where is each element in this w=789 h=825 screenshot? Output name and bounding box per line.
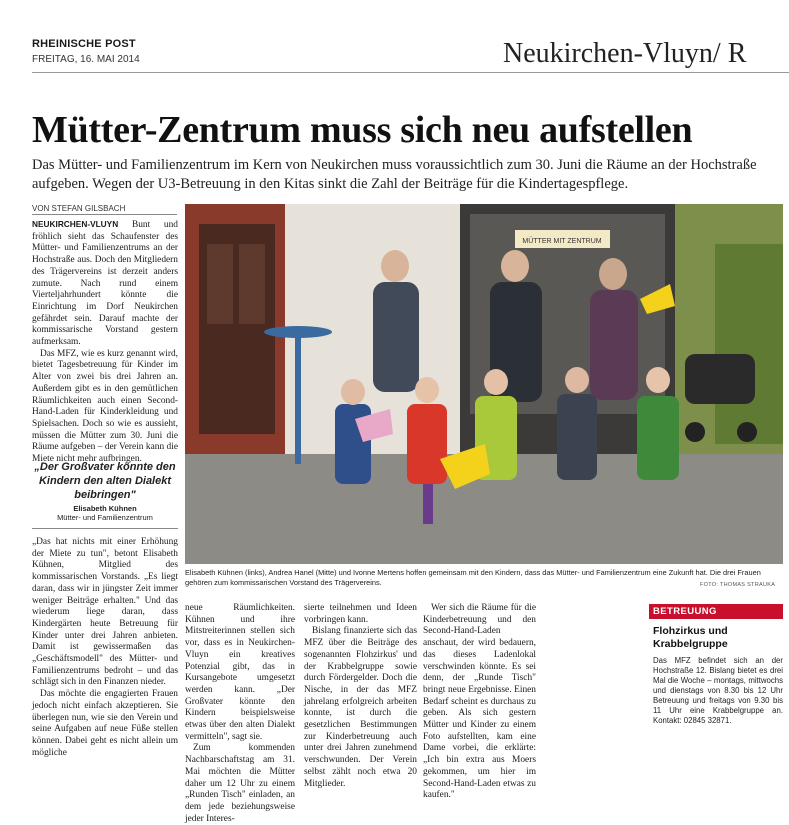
photo-illustration [185, 204, 783, 564]
newspaper-name: RHEINISCHE POST [32, 38, 136, 50]
column-3 [304, 603, 417, 790]
byline: VON STEFAN GILSBACH [32, 204, 126, 213]
column-1-bottom [32, 537, 178, 759]
article-photo [185, 204, 783, 564]
paragraph-1-text: Bunt und fröhlich sieht das Schaufenster des Mütter- und Familienzentrums an der Hochstraße aus. Doch den Mitgliedern des Trägervereins ist derzeit anders zumute. Nach rund einem Vierteljahrhundert könnte die Einrichtung im Dorf Neukirchen gefährdet sein. Darauf machte der kommissarische Vorstand gestern aufmerksam. [32, 220, 178, 348]
paragraph-3: „Das hat nichts mit einer Erhöhung der Miete zu tun", betont Elisabeth Kühnen, Mitglied des kommissarischen Vorstands. „Es liegt daran, dass wir in jüngster Zeit immer weniger Beiträge erhalten." Und das wiederum liege daran, dass Kindergärten heute Betreuung für Kinder unter drei Jahren anbieten. Damit ist gewissermaßen das „Geschäftsmodell" des Mütter- und Familienzentrums bedroht – und das schlägt sich in den Finanzen nieder. [32, 537, 178, 688]
article-subhead: Das Mütter- und Familienzentrum im Kern von Neukirchen muss voraussichtlich zum 30. Juni die Räume an der Hochstraße aufgeben. Wegen der U3-Betreuung in den Kitas sinkt die Zahl der Beiträge für die Kindertagespflege. [32, 157, 757, 192]
masthead-divider [32, 72, 789, 73]
infobox-title: Flohzirkus und Krabbelgruppe [653, 625, 728, 650]
paragraph-1 [32, 219, 178, 349]
column-4 [423, 603, 536, 802]
column-2 [185, 603, 295, 825]
quote-author-role: Mütter- und Familienzentrum [57, 513, 153, 522]
infobox-label: BETREUUNG [649, 604, 783, 619]
paragraph-9: Wer sich die Räume für die Kinderbetreuung und den Second-Hand-Laden anschaut, der wird bedauern, das dieses Ladenlokal verschwinden könnte. Es sei denn, der „Runde Tisch" bringt neue Ergebnisse. Einen Bedarf scheint es durchaus zu geben. Als sich gestern Mütter und Kinder zu einem Foto aufstellten, kam eine Dame vorbei, die erklärte: „Ich bin extra aus Moers gekommen, um hier im Second-Hand-Laden etwas zu kaufen." [423, 603, 536, 801]
photo-credit: FOTO: THOMAS STRAUKA [700, 582, 776, 588]
paragraph-8: Bislang finanzierte sich das MFZ über die Beiträge des sogenannten Flohzirkus' und der Krabbelgruppe sowie durch Fördergelder. Doch die Nische, in der das MFZ jahrelang erfolgreich arbeiten konnte, ist durch die gesetzlichen Bestimmungen zur Kinderbetreuung auch unter drei Jahren zunehmend verschwunden. Der Verein selbst zählt noch etwa 20 Mitglieder. [304, 626, 417, 789]
issue-date: FREITAG, 16. MAI 2014 [32, 54, 140, 65]
byline-divider [32, 214, 177, 215]
pull-quote: „Der Großvater könnte den Kindern den alten Dialekt beibringen" [34, 461, 176, 501]
pull-quote-author [32, 504, 178, 522]
paragraph-7: sierte teilnehmen und Ideen vorbringen kann. [304, 603, 417, 625]
paragraph-5: neue Räumlichkeiten. Kühnen und ihre Mitstreiterinnen stellen sich vor, dass es in Neukirchen-Vluyn ein kreatives Potenzial gibt, das in Kursangebote umgesetzt werden kann. „Der Großvater könnte den Kindern beispielsweise etwas über den alten Dialekt vermitteln", sagt sie. [185, 603, 295, 742]
section-title: Neukirchen-Vluyn/ R [503, 38, 747, 69]
quote-divider [32, 528, 178, 529]
paragraph-4: Das möchte die engagierten Frauen jedoch nicht einfach akzeptieren. Sie überlegen nun, wie sie den Verein und seine Aufgaben auf neue Füße stellen können. Dabei geht es nicht allein um mögliche [32, 689, 178, 758]
dateline: NEUKIRCHEN-VLUYN [32, 219, 119, 229]
quote-author-name: Elisabeth Kühnen [73, 504, 137, 513]
paragraph-6: Zum kommenden Nachbarschaftstag am 31. Mai möchten die Mütter daher um 12 Uhr zu einem „Runden Tisch" einladen, an dem jede beziehungsweise jeder Interes- [185, 743, 295, 824]
photo-caption: Elisabeth Kühnen (links), Andrea Hanel (Mitte) und Ivonne Mertens hoffen gemeinsam mit den Kindern, dass das Mütter- und Familienzentrum eine Zukunft hat. Die drei Frauen gehören zum kommissarischen Vorstand des Trägervereins. [185, 568, 761, 587]
paragraph-2: Das MFZ, wie es kurz genannt wird, bietet Tagesbetreuung für Kinder im Alter von zwei bis drei Jahren an. Außerdem gibt es in den gemütlichen Räumlichkeiten auch einen Second-Hand-Laden für Kinderkleidung und Spielsachen. Doch so wie es aussieht, müssen die Mütter zum 30. Juni die Räume aufgeben – der Verein kann die Miete nicht mehr aufbringen. [32, 348, 178, 465]
infobox-text: Das MFZ befindet sich an der Hochstraße 12. Bislang bietet es drei Mal die Woche – montags, mittwochs und dienstags von 8.30 bis 12 Uhr Betreuung und freitags von 9.30 bis 11 Uhr eine Krabbelgruppe an. Kontakt: 02845 32871. [653, 656, 783, 725]
column-1-top [32, 219, 178, 466]
article-headline: Mütter-Zentrum muss sich neu aufstellen [32, 109, 693, 151]
shop-sign-text: MÜTTER MIT ZENTRUM [522, 238, 602, 245]
